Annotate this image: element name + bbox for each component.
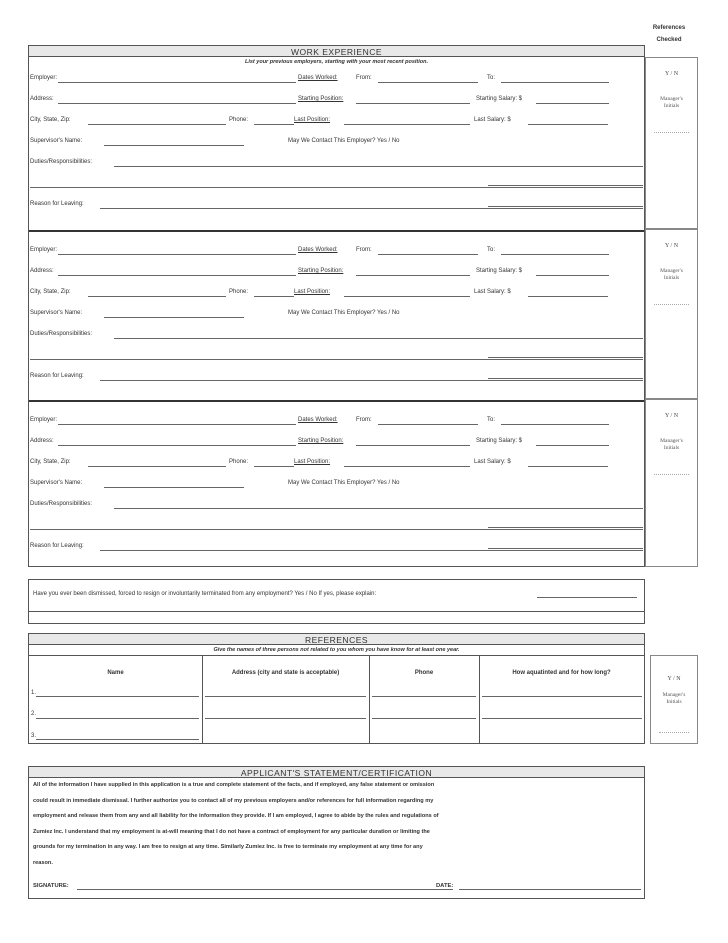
starting-salary-label: Starting Salary: $	[476, 438, 523, 444]
dates-worked-label: Dates Worked:	[298, 417, 338, 423]
supervisor-field[interactable]	[104, 145, 244, 146]
last-position-field[interactable]	[344, 466, 470, 467]
phone-field[interactable]	[254, 296, 294, 297]
city-label: City, State, Zip:	[30, 459, 71, 465]
manager-check-box-2: Y / N Manager's Initials	[645, 229, 698, 399]
reason-field-accent	[488, 378, 643, 379]
starting-salary-label: Starting Salary: $	[476, 96, 523, 102]
to-field[interactable]	[501, 254, 609, 255]
ref-num-3: 3.	[31, 733, 37, 739]
address-field[interactable]	[58, 275, 296, 276]
starting-salary-field[interactable]	[536, 445, 609, 446]
date-field[interactable]	[459, 889, 641, 890]
ref-row-1-name[interactable]	[36, 696, 199, 697]
ref-row-3-name[interactable]	[36, 739, 199, 740]
address-label: Address:	[30, 438, 54, 444]
signature-field[interactable]	[77, 889, 453, 890]
reason-field[interactable]	[100, 550, 643, 551]
starting-salary-field[interactable]	[536, 275, 609, 276]
phone-label: Phone:	[229, 117, 249, 123]
duties-field-2[interactable]	[30, 359, 643, 360]
last-position-label: Last Position:	[294, 117, 331, 123]
phone-field[interactable]	[254, 124, 294, 125]
duties-field-1[interactable]	[114, 508, 643, 509]
from-label: From:	[356, 247, 372, 253]
references-section	[28, 633, 645, 744]
may-contact-question: May We Contact This Employer? Yes / No	[288, 480, 400, 486]
ref-row-2-address[interactable]	[205, 718, 366, 719]
reason-field-accent	[488, 206, 643, 207]
last-salary-field[interactable]	[528, 124, 608, 125]
supervisor-label: Supervisor's Name:	[30, 310, 83, 316]
from-field[interactable]	[378, 424, 478, 425]
ref-row-2-how[interactable]	[482, 718, 642, 719]
last-salary-label: Last Salary: $	[474, 289, 511, 295]
duties-field-2-accent	[488, 357, 643, 358]
city-field[interactable]	[88, 466, 226, 467]
duties-field-1[interactable]	[114, 166, 643, 167]
manager-check-box-references: Y / N Manager's Initials	[650, 655, 698, 744]
ref-col-phone: Phone	[414, 670, 434, 676]
address-field[interactable]	[58, 445, 296, 446]
ref-row-2-name[interactable]	[36, 718, 199, 719]
last-salary-field[interactable]	[528, 296, 608, 297]
employer-label: Employer:	[30, 417, 58, 423]
ref-num-1: 1.	[31, 690, 37, 696]
ref-num-2: 2.	[31, 711, 37, 717]
ref-row-2-phone[interactable]	[372, 718, 476, 719]
work-experience-title: WORK EXPERIENCE	[290, 47, 383, 57]
manager-check-box-1: Y / N Manager's Initials	[645, 57, 698, 229]
employer-label: Employer:	[30, 247, 58, 253]
starting-position-field[interactable]	[356, 275, 470, 276]
city-field[interactable]	[88, 296, 226, 297]
dismissed-explain-field[interactable]	[537, 597, 637, 598]
starting-position-label: Starting Position:	[298, 96, 344, 102]
employer-field[interactable]	[58, 424, 296, 425]
phone-label: Phone:	[229, 289, 249, 295]
last-position-label: Last Position:	[294, 459, 331, 465]
references-checked-heading: References Checked	[652, 25, 686, 43]
dates-worked-label: Dates Worked:	[298, 75, 338, 81]
starting-salary-label: Starting Salary: $	[476, 268, 523, 274]
may-contact-question: May We Contact This Employer? Yes / No	[288, 310, 400, 316]
from-field[interactable]	[378, 82, 478, 83]
dismissed-question: Have you ever been dismissed, forced to resign or involuntarily terminated from any employment? Yes / No If yes, please explain:	[33, 591, 377, 597]
reason-field-accent	[488, 548, 643, 549]
duties-field-2-accent	[488, 185, 643, 186]
reason-field[interactable]	[100, 380, 643, 381]
signature-label: SIGNATURE:	[33, 883, 69, 889]
reason-label: Reason for Leaving:	[30, 373, 84, 379]
from-label: From:	[356, 417, 372, 423]
starting-position-label: Starting Position:	[298, 268, 344, 274]
may-contact-question: May We Contact This Employer? Yes / No	[288, 138, 400, 144]
dates-worked-label: Dates Worked:	[298, 247, 338, 253]
duties-field-2[interactable]	[30, 187, 643, 188]
from-field[interactable]	[378, 254, 478, 255]
to-label: To:	[487, 417, 496, 423]
from-label: From:	[356, 75, 372, 81]
to-label: To:	[487, 75, 496, 81]
reason-field[interactable]	[100, 208, 643, 209]
phone-field[interactable]	[254, 466, 294, 467]
starting-position-field[interactable]	[356, 445, 470, 446]
employer-field[interactable]	[58, 254, 296, 255]
last-position-label: Last Position:	[294, 289, 331, 295]
to-field[interactable]	[501, 424, 609, 425]
city-field[interactable]	[88, 124, 226, 125]
duties-label: Duties/Responsibilities:	[30, 159, 93, 165]
employer-block-2	[28, 229, 645, 399]
ref-row-1-address[interactable]	[205, 696, 366, 697]
to-field[interactable]	[501, 82, 609, 83]
supervisor-label: Supervisor's Name:	[30, 480, 83, 486]
ref-col-address: Address (city and state is acceptable)	[231, 670, 340, 676]
manager-check-box-3: Y / N Manager's Initials	[645, 399, 698, 567]
date-label: DATE:	[436, 883, 454, 889]
phone-label: Phone:	[229, 459, 249, 465]
city-label: City, State, Zip:	[30, 117, 71, 123]
supervisor-field[interactable]	[104, 317, 244, 318]
duties-field-2-accent	[488, 527, 643, 528]
supervisor-field[interactable]	[104, 487, 244, 488]
ref-row-1-how[interactable]	[482, 696, 642, 697]
city-label: City, State, Zip:	[30, 289, 71, 295]
statement-text: All of the information I have supplied in this application is a true and complete statement of the facts, and if employed, any false statement or omission could result in immediate dismissal. I further authorize you to contact all of my previous employers and/or references for full information regarding my employment and release them from any and all liability for the information they provide. If I am employed, I agree to abide by the rules and regulations of Zumiez Inc. I understand that my employment is at-will meaning that I do not have a contract of employment for any particular duration or limiting the grounds for my termination in any way. I am free to resign at any time. Similarly Zumiez Inc. is free to terminate my employment at any time for any reason.	[33, 782, 439, 866]
last-salary-label: Last Salary: $	[474, 117, 511, 123]
address-field[interactable]	[58, 103, 296, 104]
ref-col-how: How aquatinted and for how long?	[512, 670, 611, 676]
reason-label: Reason for Leaving:	[30, 543, 84, 549]
employer-block-1	[28, 57, 645, 227]
duties-field-1[interactable]	[114, 338, 643, 339]
references-title: REFERENCES	[304, 635, 369, 645]
employer-field[interactable]	[58, 82, 296, 83]
duties-label: Duties/Responsibilities:	[30, 501, 93, 507]
work-experience-subtitle: List your previous employers, starting with your most recent position.	[244, 59, 429, 65]
duties-label: Duties/Responsibilities:	[30, 331, 93, 337]
employer-label: Employer:	[30, 75, 58, 81]
statement-title: APPLICANT'S STATEMENT/CERTIFICATION	[240, 768, 433, 778]
to-label: To:	[487, 247, 496, 253]
last-position-field[interactable]	[344, 124, 470, 125]
last-salary-label: Last Salary: $	[474, 459, 511, 465]
starting-salary-field[interactable]	[536, 103, 609, 104]
employer-block-3	[28, 399, 645, 569]
duties-field-2[interactable]	[30, 529, 643, 530]
address-label: Address:	[30, 96, 54, 102]
reason-label: Reason for Leaving:	[30, 201, 84, 207]
last-position-field[interactable]	[344, 296, 470, 297]
address-label: Address:	[30, 268, 54, 274]
starting-position-label: Starting Position:	[298, 438, 344, 444]
dismissed-section	[28, 579, 645, 624]
ref-col-name: Name	[107, 670, 124, 676]
last-salary-field[interactable]	[528, 466, 608, 467]
starting-position-field[interactable]	[356, 103, 470, 104]
statement-section	[28, 766, 645, 899]
references-subtitle: Give the names of three persons not related to you whom you have know for at least one year.	[213, 647, 460, 653]
ref-row-1-phone[interactable]	[372, 696, 476, 697]
supervisor-label: Supervisor's Name:	[30, 138, 83, 144]
